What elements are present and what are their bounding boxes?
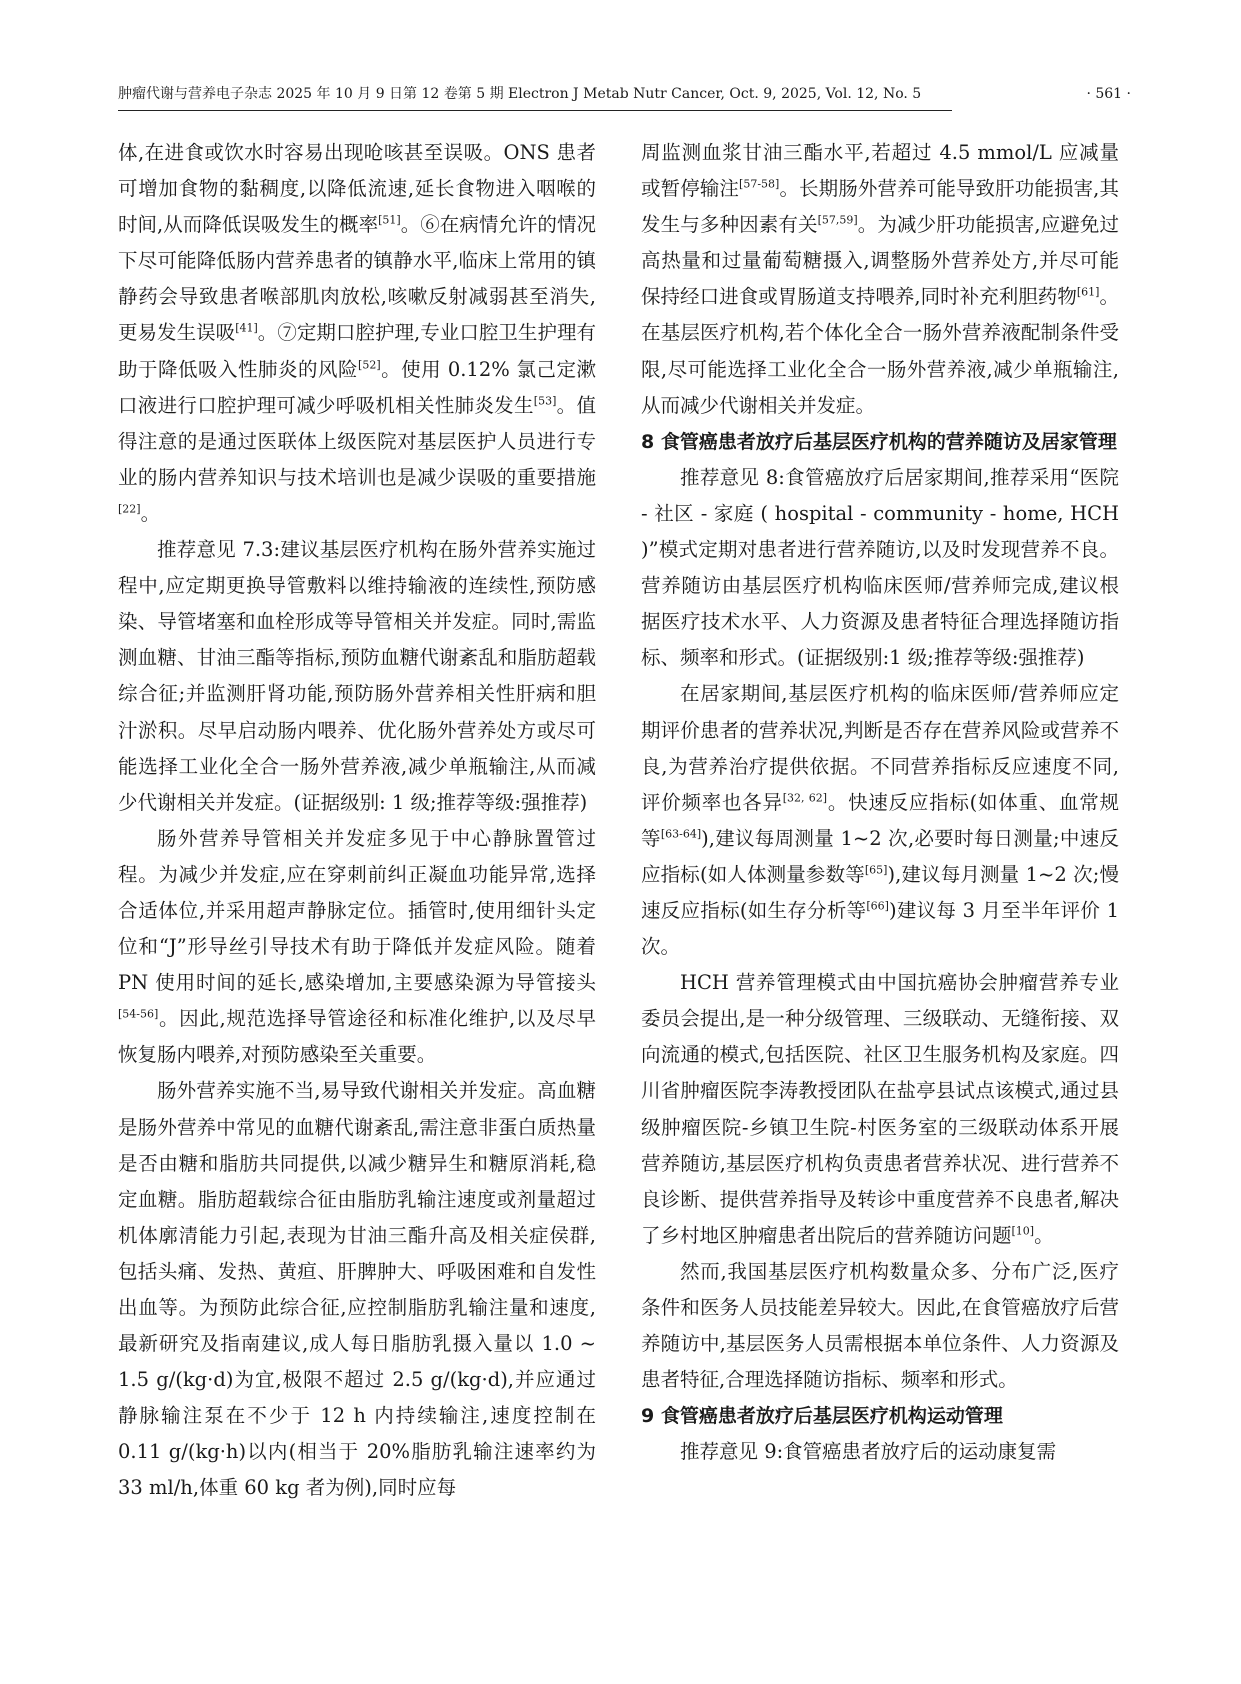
citation: [52] — [358, 358, 381, 372]
page-number: · 561 · — [1086, 86, 1131, 102]
left-paragraph-1: 体,在进食或饮水时容易出现呛咳甚至误吸。ONS 患者可增加食物的黏稠度,以降低流速,延长食物进入咽喉的时间,从而降低误吸发生的概率[51]。⑥在病情允许的情况下尽可能降低肠内营养患者的镇静水平,临床上常用的镇静药会导致患者喉部肌肉放松,咳嗽反射减弱甚至消失,更易发生误吸[41]。⑦定期口腔护理,专业口腔卫生护理有助于降低吸入性肺炎的风险[52]。使用 0.12% 氯己定漱口液进行口腔护理可减少呼吸机相关性肺炎发生[53]。值得注意的是通过医联体上级医院对基层医护人员进行专业的肠内营养知识与技术培训也是减少误吸的重要措施[22]。 — [118, 141, 596, 525]
left-paragraph-4: 肠外营养实施不当,易导致代谢相关并发症。高血糖是肠外营养中常见的血糖代谢紊乱,需注意非蛋白质热量是否由糖和脂肪共同提供,以减少糖异生和糖原消耗,稳定血糖。脂肪超载综合征由脂肪乳输注速度或剂量超过机体廓清能力引起,表现为甘油三酯升高及相关症侯群,包括头痛、发热、黄疸、肝脾肿大、呼吸困难和自发性出血等。为预防此综合征,应控制脂肪乳输注量和速度,最新研究及指南建议,成人每日脂肪乳摄入量以 1.0 ~ 1.5 g/(kg·d)为宜,极限不超过 2.5 g/(kg·d),并应通过静脉输注泵在不少于 12 h 内持续输注,速度控制在 0.11 g/(kg·h)以内(相当于 20%脂肪乳输注速率约为 33 ml/h,体重 60 kg 者为例),同时应每 — [118, 1079, 596, 1500]
left-paragraph-3: 肠外营养导管相关并发症多见于中心静脉置管过程。为减少并发症,应在穿刺前纠正凝血功能异常,选择合适体位,并采用超声静脉定位。插管时,使用细针头定位和“J”形导丝引导技术有助于降低并发症风险。随着 PN 使用时间的延长,感染增加,主要感染源为导管接头[54-56]。因此,规范选择导管途径和标准化维护,以及尽早恢复肠内喂养,对预防感染至关重要。 — [118, 826, 596, 1067]
citation: [57-58] — [739, 177, 780, 191]
right-paragraph-3: 在居家期间,基层医疗机构的临床医师/营养师应定期评价患者的营养状况,判断是否存在营养风险或营养不良,为营养治疗提供依据。不同营养指标反应速度不同,评价频率也各异[32, 62]。快速反应指标(如体重、血常规等[63-64]),建议每周测量 1~2 次,必要时每日测量;中速反应指标(如人体测量参数等[65]),建议每月测量 1~2 次;慢速反应指标(如生存分析等[66])建议每 3 月至半年评价 1 次。 — [641, 682, 1120, 959]
citation: [54-56] — [118, 1007, 159, 1021]
right-paragraph-1: 周监测血浆甘油三酯水平,若超过 4.5 mmol/L 应减量或暂停输注[57-58]。长期肠外营养可能导致肝功能损害,其发生与多种因素有关[57,59]。为减少肝功能损害,应避免过高热量和过量葡萄糖摄入,调整肠外营养处方,并尽可能保持经口进食或胃肠道支持喂养,同时补充利胆药物[61]。在基层医疗机构,若个体化全合一肠外营养液配制条件受限,尽可能选择工业化全合一肠外营养液,减少单瓶输注,从而减少代谢相关并发症。 — [641, 141, 1119, 417]
citation: [65] — [864, 863, 888, 877]
left-column — [118, 135, 596, 1507]
right-paragraph-4: HCH 营养管理模式由中国抗癌协会肿瘤营养专业委员会提出,是一种分级管理、三级联动、无缝衔接、双向流通的模式,包括医院、社区卫生服务机构及家庭。四川省肿瘤医院李涛教授团队在盐亭县试点该模式,通过县级肿瘤医院-乡镇卫生院-村医务室的三级联动体系开展营养随访,基层医疗机构负责患者营养状况、进行营养不良诊断、提供营养指导及转诊中重度营养不良患者,解决了乡村地区肿瘤患者出院后的营养随访问题[10]。 — [641, 971, 1119, 1247]
recommendation-9: 推荐意见 9:食管癌患者放疗后的运动康复需 — [680, 1440, 1057, 1464]
section-8-heading: 8 食管癌患者放疗后基层医疗机构的营养随访及居家管理 — [641, 430, 1117, 453]
citation: [32, 62] — [782, 791, 828, 805]
citation: [10] — [1011, 1224, 1035, 1238]
citation: [66] — [866, 899, 889, 913]
citation: [22] — [118, 502, 141, 516]
journal-citation: 肿瘤代谢与营养电子杂志 2025 年 10 月 9 日第 12 卷第 5 期 Electron J Metab Nutr Cancer, Oct. 9, 2025, Vol. 12, No. 5 — [118, 86, 922, 102]
citation: [61] — [1076, 285, 1100, 299]
right-column — [641, 135, 1119, 1470]
recommendation-8: 推荐意见 8:食管癌放疗后居家期间,推荐采用“医院 - 社区 - 家庭 ( hospital - community - home, HCH )”模式定期对患者进行营养随访,以及时发现营养不良。营养随访由基层医疗机构临床医师/营养师完成,建议根据医疗技术水平、人力资源及患者特征合理选择随访指标、频率和形式。(证据级别:1 级;推荐等级:强推荐) — [641, 465, 1119, 670]
recommendation-7-3: 推荐意见 7.3:建议基层医疗机构在肠外营养实施过程中,应定期更换导管敷料以维持输液的连续性,预防感染、导管堵塞和血栓形成等导管相关并发症。同时,需监测血糖、甘油三酯等指标,预防血糖代谢紊乱和脂肪超载综合征;并监测肝肾功能,预防肠外营养相关性肝病和胆汁淤积。尽早启动肠内喂养、优化肠外营养处方或尽可能选择工业化全合一肠外营养液,减少单瓶输注,从而减少代谢相关并发症。(证据级别: 1 级;推荐等级:强推荐) — [118, 538, 596, 814]
right-paragraph-5: 然而,我国基层医疗机构数量众多、分布广泛,医疗条件和医务人员技能差异较大。因此,在食管癌放疗后营养随访中,基层医务人员需根据本单位条件、人力资源及患者特征,合理选择随访指标、频率和形式。 — [641, 1259, 1119, 1392]
citation: [41] — [235, 321, 258, 335]
header-rule — [118, 110, 952, 111]
citation: [63-64] — [660, 827, 702, 841]
citation: [53] — [533, 394, 557, 408]
section-9-heading: 9 食管癌患者放疗后基层医疗机构运动管理 — [641, 1405, 1003, 1428]
citation: [57,59] — [817, 213, 858, 227]
running-header — [118, 82, 1131, 106]
citation: [51] — [378, 213, 401, 227]
